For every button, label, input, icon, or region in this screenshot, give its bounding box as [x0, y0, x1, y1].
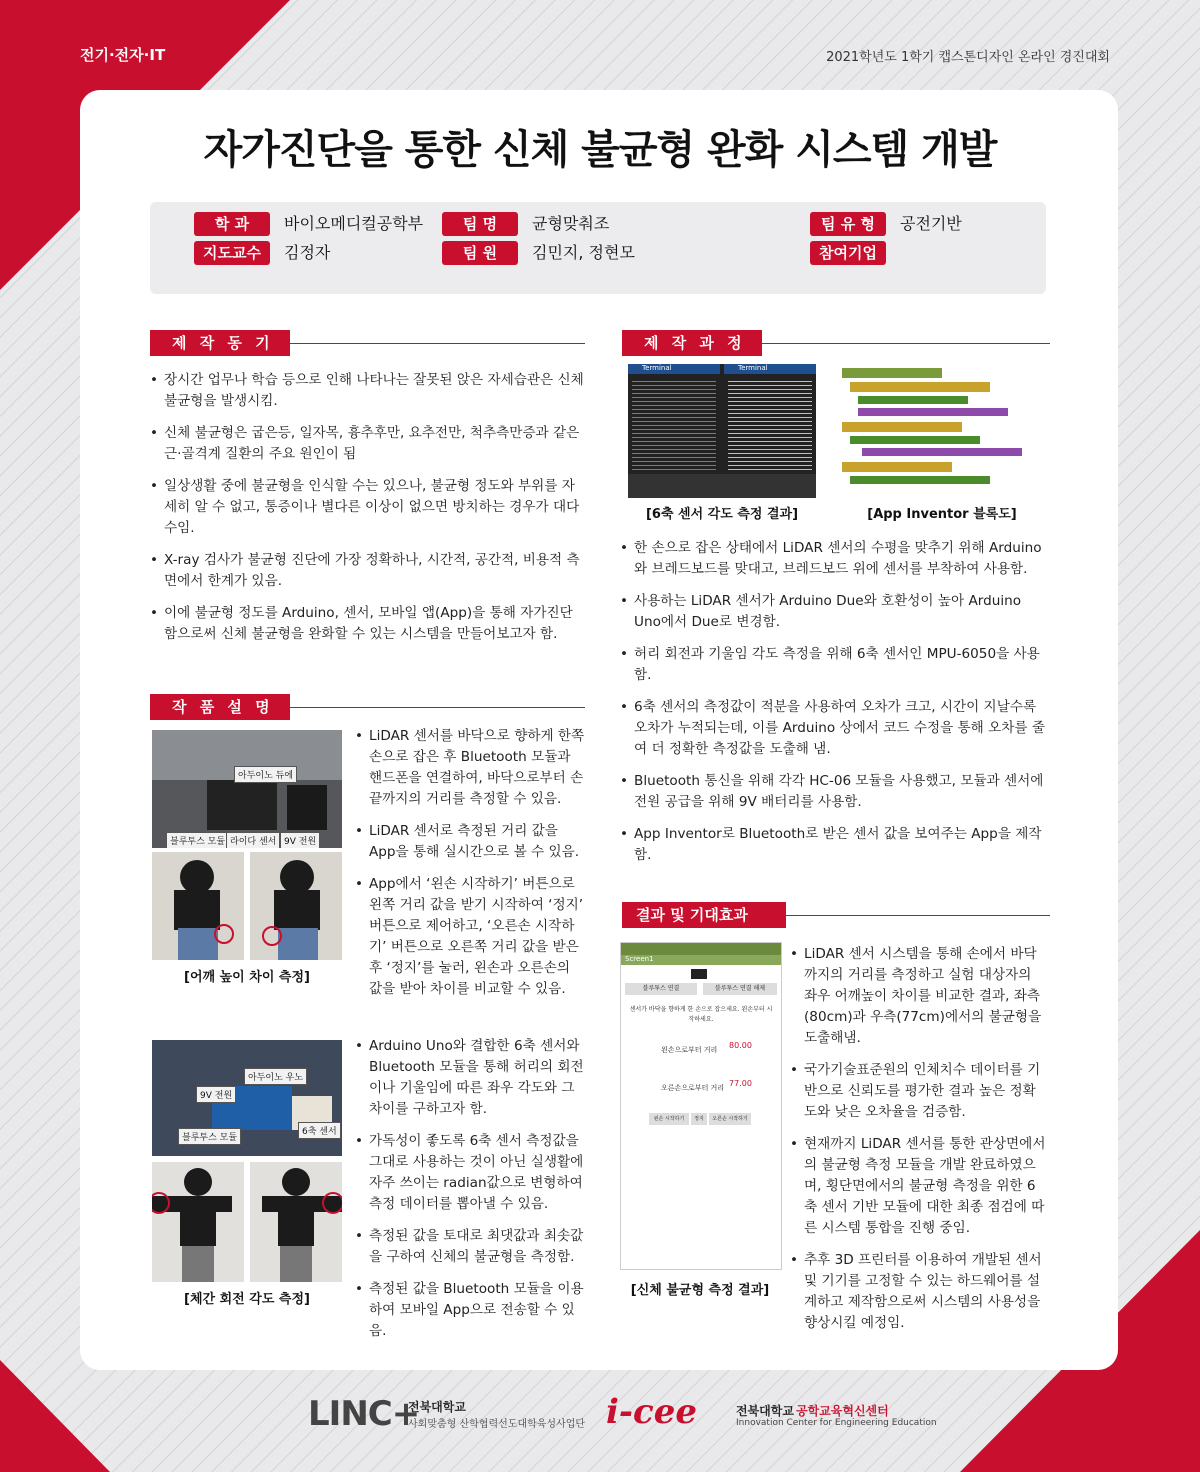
- dept-tag: 학 과: [194, 212, 270, 236]
- center-english: Innovation Center for Engineering Education: [736, 1418, 937, 1428]
- process-divider: [762, 343, 1050, 344]
- photo-label: 9V 전원: [280, 832, 320, 848]
- terminal-screenshot: [628, 364, 816, 498]
- photo-label: 6축 센서: [298, 1122, 341, 1139]
- company-tag: 참여기업: [810, 241, 886, 265]
- team-type-tag: 팀 유 형: [810, 212, 886, 236]
- process-list: [620, 538, 1052, 877]
- members-tag: 팀 원: [442, 241, 518, 265]
- description-divider: [290, 707, 585, 708]
- rotation-left-photo: [152, 1162, 244, 1282]
- list-item: • LiDAR 센서로 측정된 거리 값을 App을 통해 실시간으로 볼 수 있음.: [355, 821, 587, 863]
- list-item: • App에서 ‘왼손 시작하기’ 버튼으로 왼쪽 거리 값을 받기 시작하여 ‘정지’ 버튼으로 제어하고, ‘오른손 시작하기’ 버튼으로 오른쪽 거리 값을 받은 후 ‘정지’를 눌러, 왼손과 오른손의 값을 받아 차이를 비교할 수 있음.: [355, 874, 587, 1000]
- list-item: • X-ray 검사가 불균형 진단에 가장 정확하나, 시간적, 공간적, 비용적 측면에서 한계가 있음.: [150, 550, 585, 592]
- motivation-heading: 제 작 동 기: [150, 330, 290, 356]
- photo-label: 블루투스 모듈: [166, 832, 229, 848]
- list-item: • 일상생활 중에 불균형을 인식할 수는 있으나, 불균형 정도와 부위를 자세히 알 수 없고, 통증이나 별다른 이상이 없으면 방치하는 경우가 대다수임.: [150, 476, 585, 539]
- list-item: • 현재까지 LiDAR 센서를 통한 관상면에서의 불균형 측정 모듈을 개발 완료하였으며, 횡단면에서의 불균형 측정을 위한 6축 센서 기반 모듈에 대한 최종 점검에 따른 시스템 통합을 진행 중임.: [790, 1134, 1048, 1239]
- terminal-title: Terminal: [642, 364, 672, 372]
- list-item: • App Inventor로 Bluetooth로 받은 센서 값을 보여주는 App을 제작함.: [620, 824, 1052, 866]
- photo-label: 9V 전원: [196, 1086, 236, 1103]
- app-screen-title: Screen1: [625, 955, 654, 963]
- poster-title: 자가진단을 통한 신체 불균형 완화 시스템 개발: [203, 127, 997, 173]
- center-name-a: 전북대학교: [736, 1404, 794, 1418]
- list-item: • 장시간 업무나 학습 등으로 인해 나타나는 잘못된 앉은 자세습관은 신체 불균형을 발생시킴.: [150, 370, 585, 412]
- left-distance-label: 왼손으로부터 거리: [661, 1046, 718, 1054]
- photo-label: 라이다 센서: [226, 832, 280, 848]
- center-name-b: 공학교육혁신센터: [796, 1404, 889, 1418]
- terminal-title: Terminal: [738, 364, 768, 372]
- linc-logo: LINC+: [308, 1394, 420, 1434]
- right-distance-label: 오른손으로부터 거리: [661, 1084, 725, 1092]
- description-list-2: [355, 1036, 587, 1353]
- dept-value: 바이오메디컬공학부: [284, 214, 424, 233]
- list-item: • LiDAR 센서 시스템을 통해 손에서 바닥까지의 거리를 측정하고 실험 대상자의 좌우 어깨높이 차이를 비교한 결과, 좌측(80cm)과 우측(77cm)에서의 불균형을 도출해냄.: [790, 944, 1048, 1049]
- shoulder-left-photo: [152, 852, 244, 960]
- icee-logo: i-cee: [606, 1392, 697, 1432]
- motivation-list: [150, 370, 585, 656]
- start-right-button[interactable]: 오른손 시작하기: [709, 1113, 751, 1125]
- caption-blocks: [App Inventor 블록도]: [867, 507, 1017, 522]
- description-heading: 작 품 설 명: [150, 694, 290, 720]
- list-item: • LiDAR 센서를 바닥으로 향하게 한쪽 손으로 잡은 후 Bluetooth 모듈과 핸드폰을 연결하여, 바닥으로부터 손끝까지의 거리를 측정할 수 있음.: [355, 726, 587, 810]
- left-distance-value: 80.00: [729, 1041, 752, 1050]
- shoulder-right-photo: [250, 852, 342, 960]
- rotation-right-photo: [250, 1162, 342, 1282]
- members-value: 김민지, 정현모: [532, 243, 635, 262]
- results-list: [790, 944, 1048, 1345]
- stop-button[interactable]: 정지: [691, 1113, 707, 1125]
- caption-shoulder: [어깨 높이 차이 측정]: [184, 970, 310, 985]
- caption-result: [신체 불균형 측정 결과]: [630, 1283, 770, 1298]
- list-item: • 측정된 값을 토대로 최댓값과 최솟값을 구하여 신체의 불균형을 측정함.: [355, 1226, 587, 1268]
- list-item: • 추후 3D 프린터를 이용하여 개발된 센서 및 기기를 고정할 수 있는 하드웨어를 설계하고 제작함으로써 시스템의 사용성을 향상시킬 예정임.: [790, 1250, 1048, 1334]
- list-item: • 허리 회전과 기울임 각도 측정을 위해 6축 센서인 MPU-6050을 사용함.: [620, 644, 1052, 686]
- lidar-device-photo: [152, 730, 342, 848]
- linc-subtitle: 사회맞춤형 산학협력선도대학육성사업단: [408, 1419, 586, 1430]
- description-list-1: [355, 726, 587, 1011]
- team-name-value: 균형맞춰조: [532, 214, 610, 233]
- motivation-divider: [290, 343, 585, 344]
- team-name-tag: 팀 명: [442, 212, 518, 236]
- right-distance-value: 77.00: [729, 1079, 752, 1088]
- list-item: • 가독성이 좋도록 6축 센서 측정값을 그대로 사용하는 것이 아닌 실생활에 자주 쓰이는 radian값으로 변형하여 측정 데이터를 뽑아낼 수 있음.: [355, 1131, 587, 1215]
- bluetooth-disconnect-button[interactable]: 블루투스 연결 해제: [703, 983, 777, 995]
- list-item: • 한 손으로 잡은 상태에서 LiDAR 센서의 수평을 맞추기 위해 Arduino와 브레드보드를 맞대고, 브레드보드 위에 센서를 부착하여 사용함.: [620, 538, 1052, 580]
- results-heading: 결과 및 기대효과: [622, 902, 786, 928]
- list-item: • 측정된 값을 Bluetooth 모듈을 이용하여 모바일 App으로 전송할 수 있음.: [355, 1279, 587, 1342]
- bluetooth-connect-button[interactable]: 블루투스 연결: [625, 983, 697, 995]
- app-inventor-blocks: [842, 366, 1042, 496]
- list-item: • 사용하는 LiDAR 센서가 Arduino Due와 호환성이 높아 Arduino Uno에서 Due로 변경함.: [620, 591, 1052, 633]
- photo-label: 아두이노 듀에: [234, 766, 297, 783]
- start-left-button[interactable]: 왼손 시작하기: [649, 1113, 689, 1125]
- list-item: • 신체 불균형은 굽은등, 일자목, 흉추후만, 요추전만, 척추측만증과 같은 근·골격계 질환의 주요 원인이 됨: [150, 423, 585, 465]
- photo-label: 블루투스 모듈: [178, 1128, 241, 1145]
- team-type-value: 공전기반: [900, 214, 962, 233]
- professor-tag: 지도교수: [194, 241, 270, 265]
- linc-university: 전북대학교: [408, 1400, 466, 1414]
- imu-device-photo: [152, 1040, 342, 1156]
- caption-rotation: [체간 회전 각도 측정]: [184, 1292, 310, 1307]
- professor-value: 김정자: [284, 243, 331, 262]
- list-item: • Arduino Uno와 결합한 6축 센서와 Bluetooth 모듈을 통해 허리의 회전이나 기울임에 따른 좌우 각도와 그 차이를 구하고자 함.: [355, 1036, 587, 1120]
- process-heading: 제 작 과 정: [622, 330, 762, 356]
- list-item: • 6축 센서의 측정값이 적분을 사용하여 오차가 크고, 시간이 지날수록 오차가 누적되는데, 이를 Arduino 상에서 코드 수정을 통해 오차를 줄여 더 정확한 측정값을 도출해 냄.: [620, 697, 1052, 760]
- results-divider: [786, 915, 1050, 916]
- list-item: • 국가기술표준원의 인체치수 데이터를 기반으로 신뢰도를 평가한 결과 높은 정확도와 낮은 오차율을 검증함.: [790, 1060, 1048, 1123]
- list-item: • 이에 불균형 정도를 Arduino, 센서, 모바일 앱(App)을 통해 자가진단 함으로써 신체 불균형을 완화할 수 있는 시스템을 만들어보고자 함.: [150, 603, 585, 645]
- category-label: 전기·전자·IT: [80, 46, 166, 64]
- list-item: • Bluetooth 통신을 위해 각각 HC-06 모듈을 사용했고, 모듈과 센서에 전원 공급을 위해 9V 배터리를 사용함.: [620, 771, 1052, 813]
- contest-title: 2021학년도 1학기 캡스톤디자인 온라인 경진대회: [826, 50, 1110, 65]
- photo-label: 아두이노 우노: [244, 1068, 307, 1085]
- app-result-screenshot: [620, 942, 782, 1270]
- app-instruction: 센서가 바닥을 향하게 한 손으로 잡으세요. 왼손부터 시작하세요.: [629, 1006, 773, 1023]
- caption-imu: [6축 센서 각도 측정 결과]: [645, 507, 799, 522]
